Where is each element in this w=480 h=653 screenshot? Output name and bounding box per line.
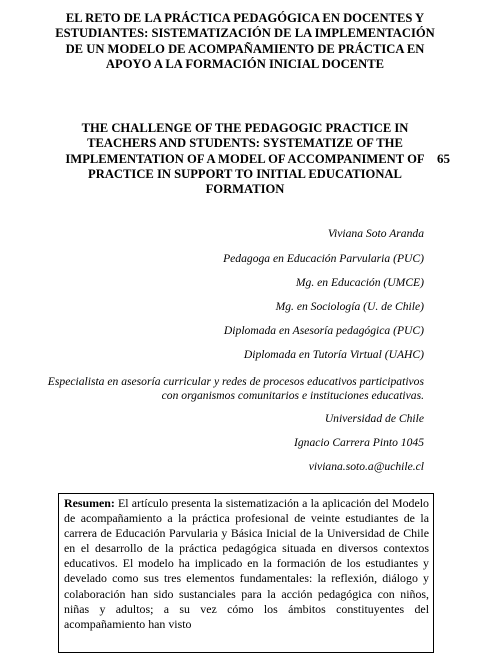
author-address: Ignacio Carrera Pinto 1045 xyxy=(294,436,424,449)
author-credential: Diplomada en Tutoría Virtual (UAHC) xyxy=(243,348,424,361)
title-english: THE CHALLENGE OF THE PEDAGOGIC PRACTICE IN TEACHERS AND STUDENTS: SYSTEMATIZE OF THE IMPLEMENTATION OF A MODEL OF ACCOMPANIMENT OF PRACTICE IN SUPPORT TO INITIAL EDUCATIONAL FORMATION xyxy=(65,121,425,197)
author-credential: Pedagoga en Educación Parvularia (PUC) xyxy=(223,252,424,265)
page-number: 65 xyxy=(437,151,450,166)
author-specialty: Especialista en asesoría curricular y redes de procesos educativos participativos con organismos comunitarios e instituciones educativas. xyxy=(47,375,424,402)
author-credential: Diplomada en Asesoría pedagógica (PUC) xyxy=(223,324,424,337)
author-name: Viviana Soto Aranda xyxy=(327,227,424,240)
abstract-label: Resumen: xyxy=(64,496,115,510)
author-email: viviana.soto.a@uchile.cl xyxy=(308,460,424,473)
author-institution: Universidad de Chile xyxy=(324,412,424,425)
author-credential: Mg. en Educación (UMCE) xyxy=(295,276,424,289)
title-spanish: EL RETO DE LA PRÁCTICA PEDAGÓGICA EN DOCENTES Y ESTUDIANTES: SISTEMATIZACIÓN DE LA IMPLEMENTACIÓN DE UN MODELO DE ACOMPAÑAMIENTO DE PRÁCTICA EN APOYO A LA FORMACIÓN INICIAL DOCENTE xyxy=(55,11,435,71)
author-block xyxy=(44,222,424,479)
abstract-box xyxy=(58,493,434,653)
abstract-text: El artículo presenta la sistematización a la aplicación del Modelo de acompañamiento a la práctica profesional de veinte estudiantes de la carrera de Educación Parvularia y Básica Inicial de la Universidad de Chile en el desarrollo de la práctica pedagógica situada en diversos contextos educativos. El modelo ha implicado en la formación de los estudiantes y develado como sus tres elementos fundamentales: la reflexión, diálogo y colaboración han sido sustanciales para la acción pedagógica con niños, niñas y adultos; a su vez cómo los ámbitos constituyentes del acompañamiento han visto xyxy=(64,496,429,631)
author-credential: Mg. en Sociología (U. de Chile) xyxy=(275,300,424,313)
